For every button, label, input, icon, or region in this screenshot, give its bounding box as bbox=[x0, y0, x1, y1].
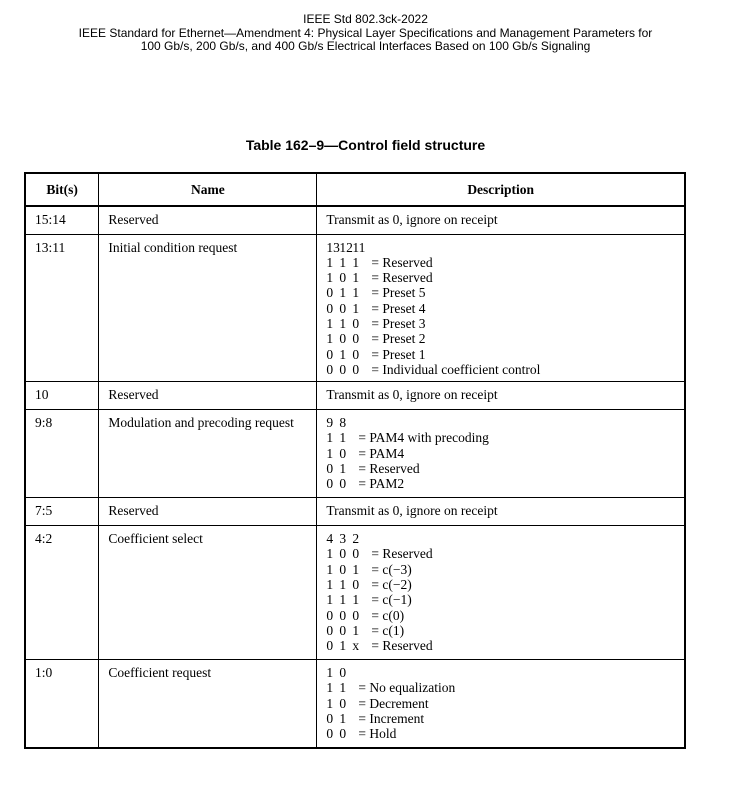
control-field-table bbox=[24, 172, 686, 749]
col-header-bits: Bit(s) bbox=[25, 173, 99, 206]
col-header-description: Description bbox=[317, 173, 685, 206]
encoding-line bbox=[326, 608, 675, 623]
encoding-meaning: = Reserved bbox=[371, 546, 433, 562]
bit-value: 0 bbox=[326, 711, 334, 727]
encoding-line bbox=[326, 623, 675, 638]
bit-value: 1 bbox=[339, 592, 347, 608]
bit-value: 0 bbox=[339, 476, 347, 492]
encoding-meaning: = c(−3) bbox=[371, 561, 412, 577]
table-row bbox=[25, 234, 685, 382]
encoding-line bbox=[326, 362, 675, 377]
cell-bits: 15:14 bbox=[25, 206, 99, 234]
encoding-meaning: = Reserved bbox=[371, 254, 433, 270]
bit-index: 0 bbox=[339, 665, 347, 681]
bit-value: 1 bbox=[326, 592, 334, 608]
encoding-line bbox=[326, 546, 675, 561]
bit-index: 9 bbox=[326, 415, 334, 431]
bit-value: 1 bbox=[339, 346, 347, 362]
bit-index: 11 bbox=[352, 239, 366, 255]
encoding-line bbox=[326, 726, 675, 741]
cell-name: Coefficient request bbox=[99, 660, 317, 748]
bit-value: 1 bbox=[352, 561, 360, 577]
bit-value: 0 bbox=[352, 361, 360, 377]
bit-value: 1 bbox=[339, 680, 347, 696]
bit-value: 1 bbox=[339, 638, 347, 654]
cell-description bbox=[317, 660, 685, 748]
bit-index: 2 bbox=[352, 531, 360, 547]
cell-description: Transmit as 0, ignore on receipt bbox=[317, 498, 685, 526]
cell-name: Coefficient select bbox=[99, 526, 317, 660]
encoding-meaning: = Preset 3 bbox=[371, 315, 426, 331]
cell-name: Reserved bbox=[99, 382, 317, 410]
bit-value: 1 bbox=[326, 680, 334, 696]
bit-value: 0 bbox=[352, 577, 360, 593]
bit-value: 1 bbox=[339, 285, 347, 301]
bit-value: 1 bbox=[352, 592, 360, 608]
bit-value: 0 bbox=[326, 300, 334, 316]
bit-value: 0 bbox=[339, 270, 347, 286]
encoding-meaning: = Reserved bbox=[358, 461, 420, 477]
encoding-line bbox=[326, 347, 675, 362]
encoding-bit-header bbox=[326, 240, 675, 255]
encoding-meaning: = PAM2 bbox=[358, 476, 405, 492]
bit-value: 1 bbox=[339, 315, 347, 331]
encoding-line bbox=[326, 592, 675, 607]
bit-value: 1 bbox=[326, 315, 334, 331]
bit-value: 0 bbox=[326, 361, 334, 377]
bit-value: 0 bbox=[339, 695, 347, 711]
bit-value: 1 bbox=[339, 254, 347, 270]
bit-value: 0 bbox=[339, 546, 347, 562]
table-row bbox=[25, 206, 685, 234]
encoding-meaning: = Reserved bbox=[371, 270, 433, 286]
encoding-line bbox=[326, 476, 675, 491]
cell-name: Reserved bbox=[99, 498, 317, 526]
bit-value: 1 bbox=[339, 577, 347, 593]
bit-value: 0 bbox=[326, 346, 334, 362]
bit-value: 0 bbox=[339, 331, 347, 347]
encoding-meaning: = Hold bbox=[358, 726, 397, 742]
encoding-bit-header bbox=[326, 665, 675, 680]
bit-value: 0 bbox=[352, 346, 360, 362]
doc-header-standard: IEEE Std 802.3ck-2022 bbox=[303, 12, 428, 26]
encoding-line bbox=[326, 562, 675, 577]
bit-value: 1 bbox=[326, 577, 334, 593]
bit-value: 0 bbox=[352, 315, 360, 331]
bit-value: 1 bbox=[326, 270, 334, 286]
bit-value: 1 bbox=[339, 711, 347, 727]
encoding-meaning: = PAM4 with precoding bbox=[358, 430, 489, 446]
encoding-line bbox=[326, 301, 675, 316]
cell-bits: 10 bbox=[25, 382, 99, 410]
bit-value: 1 bbox=[326, 546, 334, 562]
encoding-meaning: = No equalization bbox=[358, 680, 456, 696]
bit-value: 1 bbox=[352, 622, 360, 638]
cell-bits: 1:0 bbox=[25, 660, 99, 748]
encoding-bit-header bbox=[326, 415, 675, 430]
bit-index: 8 bbox=[339, 415, 347, 431]
cell-bits: 13:11 bbox=[25, 234, 99, 382]
encoding-meaning: = Reserved bbox=[371, 638, 433, 654]
bit-value: x bbox=[352, 638, 360, 654]
encoding-meaning: = c(1) bbox=[371, 622, 405, 638]
encoding-meaning: = c(−2) bbox=[371, 577, 412, 593]
bit-value: 1 bbox=[352, 254, 360, 270]
table-header-row bbox=[25, 173, 685, 206]
bit-index: 3 bbox=[339, 531, 347, 547]
encoding-line bbox=[326, 696, 675, 711]
bit-value: 0 bbox=[326, 638, 334, 654]
bit-value: 1 bbox=[326, 561, 334, 577]
encoding-meaning: = Preset 2 bbox=[371, 331, 426, 347]
table-row bbox=[25, 498, 685, 526]
encoding-meaning: = Decrement bbox=[358, 695, 429, 711]
cell-bits: 9:8 bbox=[25, 410, 99, 498]
bit-value: 0 bbox=[339, 361, 347, 377]
encoding-meaning: = c(0) bbox=[371, 607, 405, 623]
cell-description: Transmit as 0, ignore on receipt bbox=[317, 206, 685, 234]
cell-bits: 7:5 bbox=[25, 498, 99, 526]
bit-value: 0 bbox=[326, 726, 334, 742]
table-caption: Table 162–9—Control field structure bbox=[245, 137, 486, 153]
bit-index: 1 bbox=[326, 665, 334, 681]
bit-value: 0 bbox=[352, 607, 360, 623]
encoding-line bbox=[326, 430, 675, 445]
cell-bits: 4:2 bbox=[25, 526, 99, 660]
encoding-line bbox=[326, 285, 675, 300]
cell-name: Modulation and precoding request bbox=[99, 410, 317, 498]
encoding-line bbox=[326, 461, 675, 476]
bit-value: 1 bbox=[339, 430, 347, 446]
table-row bbox=[25, 660, 685, 748]
bit-value: 1 bbox=[326, 695, 334, 711]
bit-value: 1 bbox=[326, 331, 334, 347]
cell-description: Transmit as 0, ignore on receipt bbox=[317, 382, 685, 410]
encoding-bit-header bbox=[326, 531, 675, 546]
bit-value: 1 bbox=[326, 254, 334, 270]
cell-description bbox=[317, 410, 685, 498]
bit-value: 0 bbox=[326, 285, 334, 301]
bit-value: 0 bbox=[352, 331, 360, 347]
bit-value: 0 bbox=[339, 561, 347, 577]
bit-value: 0 bbox=[326, 622, 334, 638]
bit-value: 1 bbox=[352, 285, 360, 301]
bit-value: 0 bbox=[339, 445, 347, 461]
bit-value: 1 bbox=[339, 461, 347, 477]
bit-value: 0 bbox=[352, 546, 360, 562]
encoding-line bbox=[326, 711, 675, 726]
table-body bbox=[25, 206, 685, 748]
encoding-meaning: = PAM4 bbox=[358, 445, 405, 461]
encoding-line bbox=[326, 270, 675, 285]
encoding-line bbox=[326, 638, 675, 653]
bit-index: 4 bbox=[326, 531, 334, 547]
bit-value: 1 bbox=[352, 270, 360, 286]
doc-header-title-line2: 100 Gb/s, 200 Gb/s, and 400 Gb/s Electrical Interfaces Based on 100 Gb/s Signaling bbox=[140, 39, 591, 53]
table-row bbox=[25, 526, 685, 660]
bit-value: 1 bbox=[352, 300, 360, 316]
encoding-meaning: = Preset 5 bbox=[371, 285, 426, 301]
encoding-line bbox=[326, 680, 675, 695]
bit-value: 0 bbox=[339, 607, 347, 623]
bit-value: 0 bbox=[326, 476, 334, 492]
encoding-line bbox=[326, 316, 675, 331]
encoding-meaning: = Preset 4 bbox=[371, 300, 426, 316]
encoding-meaning: = Increment bbox=[358, 711, 425, 727]
bit-value: 0 bbox=[326, 461, 334, 477]
bit-index: 13 bbox=[326, 239, 340, 255]
bit-value: 0 bbox=[326, 607, 334, 623]
table-row bbox=[25, 382, 685, 410]
cell-description bbox=[317, 526, 685, 660]
cell-description bbox=[317, 234, 685, 382]
bit-value: 0 bbox=[339, 622, 347, 638]
bit-value: 0 bbox=[339, 300, 347, 316]
cell-name: Reserved bbox=[99, 206, 317, 234]
encoding-line bbox=[326, 255, 675, 270]
encoding-meaning: = c(−1) bbox=[371, 592, 412, 608]
encoding-line bbox=[326, 577, 675, 592]
encoding-line bbox=[326, 331, 675, 346]
cell-name: Initial condition request bbox=[99, 234, 317, 382]
table-row bbox=[25, 410, 685, 498]
bit-value: 0 bbox=[339, 726, 347, 742]
encoding-meaning: = Individual coefficient control bbox=[371, 361, 541, 377]
col-header-name: Name bbox=[99, 173, 317, 206]
bit-value: 1 bbox=[326, 430, 334, 446]
encoding-meaning: = Preset 1 bbox=[371, 346, 426, 362]
bit-index: 12 bbox=[339, 239, 353, 255]
encoding-line bbox=[326, 446, 675, 461]
bit-value: 1 bbox=[326, 445, 334, 461]
doc-header-title-line1: IEEE Standard for Ethernet—Amendment 4: Physical Layer Specifications and Management Parameters for bbox=[78, 26, 653, 40]
